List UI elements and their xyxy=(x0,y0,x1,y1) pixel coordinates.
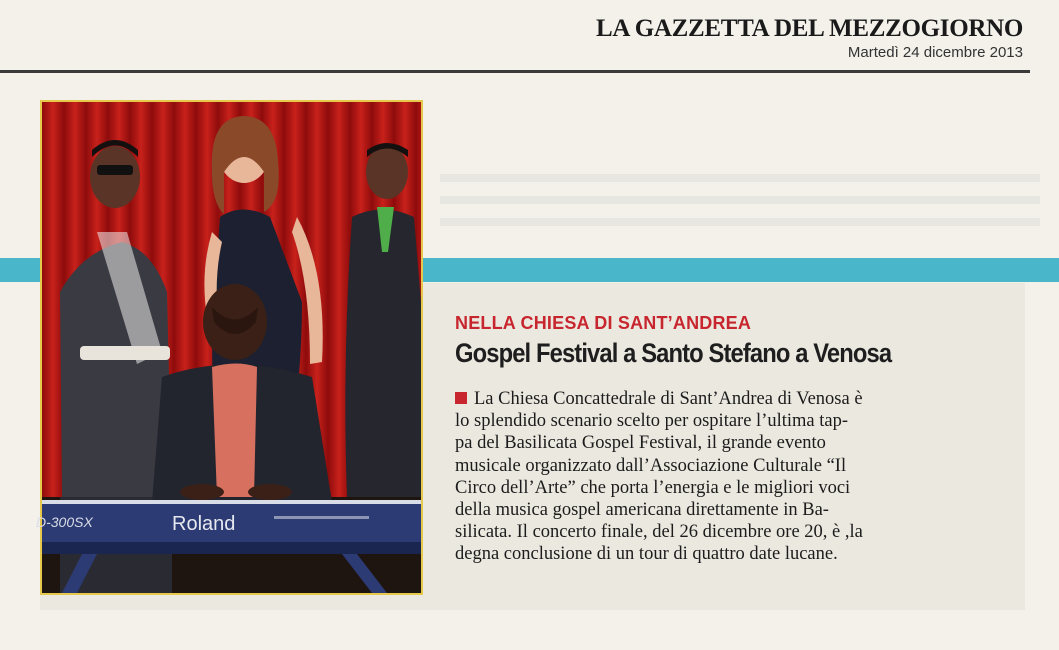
article xyxy=(455,312,1015,566)
masthead xyxy=(596,14,1023,62)
body-line-4: musicale organizzato dall’Associazione Culturale “Il xyxy=(455,455,847,476)
body-line-1 xyxy=(455,388,1015,410)
body-line-6: della musica gospel americana direttamente in Ba- xyxy=(455,500,829,521)
body-line-5: Circo dell’Arte” che porta l’energia e le migliori voci xyxy=(455,477,851,498)
body-line-7: silicata. Il concerto finale, del 26 dicembre ore 20, è ,la xyxy=(455,522,863,543)
publication-date: Martedì 24 dicembre 2013 xyxy=(847,44,1023,61)
article-body xyxy=(455,388,1015,566)
masthead-rule xyxy=(0,70,1030,73)
body-line-8: degna conclusione di un tour di quattro date lucane. xyxy=(455,544,838,565)
body-line-1-text: La Chiesa Concattedrale di Sant’Andrea di Venosa è xyxy=(474,389,863,409)
body-line-2: lo splendido scenario scelto per ospitare l’ultima tap- xyxy=(455,411,849,432)
red-bullet-icon xyxy=(455,392,467,404)
keyboard-model-label: D-300SX xyxy=(36,514,93,530)
newspaper-name: LA GAZZETTA DEL MEZZOGIORNO xyxy=(596,15,1023,42)
band-photo xyxy=(36,100,423,595)
keyboard-brand-label: Roland xyxy=(172,513,236,535)
article-headline: Gospel Festival a Santo Stefano a Venosa xyxy=(455,338,892,368)
article-kicker: NELLA CHIESA DI SANT’ANDREA xyxy=(455,313,752,333)
body-line-3: pa del Basilicata Gospel Festival, il grande evento xyxy=(455,433,826,454)
bleed-through-text xyxy=(440,160,1040,230)
